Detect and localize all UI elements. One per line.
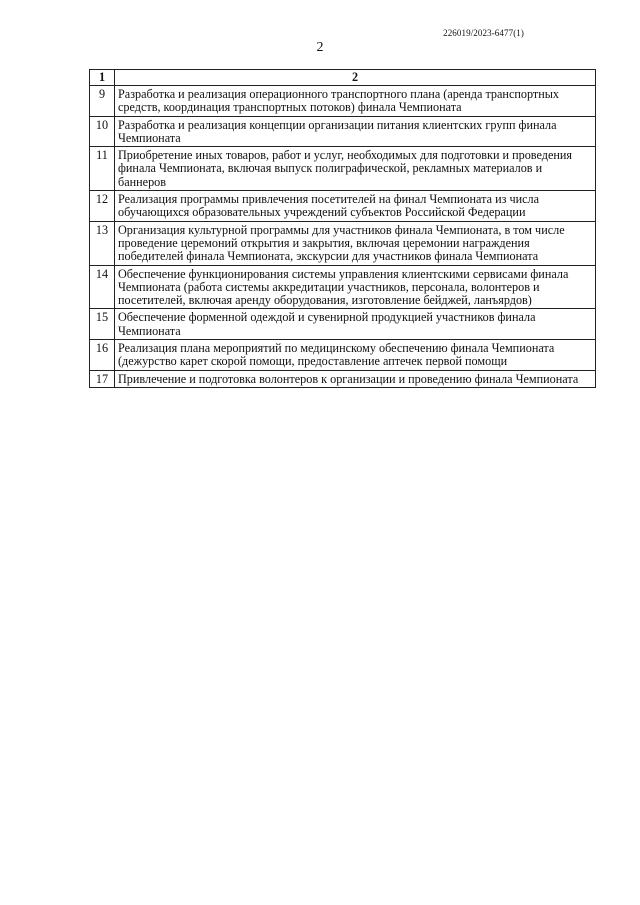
row-number: 16 — [90, 340, 115, 371]
row-description: Организация культурной программы для участников финала Чемпионата, в том числе проведение церемоний открытия и закрытия, включая церемонии награждения победителей финала Чемпионата, экскурсии для участников финала Чемпионата — [115, 221, 596, 265]
table-row — [90, 147, 596, 191]
table-row — [90, 370, 596, 387]
document-id: 226019/2023-6477(1) — [443, 28, 524, 38]
row-description: Разработка и реализация концепции организации питания клиентских групп финала Чемпионата — [115, 116, 596, 147]
items-table — [89, 69, 596, 388]
row-number: 9 — [90, 86, 115, 117]
row-number: 12 — [90, 191, 115, 222]
column-header-description: 2 — [115, 70, 596, 86]
table-row — [90, 221, 596, 265]
row-description: Разработка и реализация операционного транспортного плана (аренда транспортных средств, координация транспортных потоков) финала Чемпионата — [115, 86, 596, 117]
row-number: 11 — [90, 147, 115, 191]
row-number: 17 — [90, 370, 115, 387]
row-number: 14 — [90, 265, 115, 309]
row-description: Обеспечение форменной одеждой и сувенирной продукцией участников финала Чемпионата — [115, 309, 596, 340]
row-description: Привлечение и подготовка волонтеров к организации и проведению финала Чемпионата — [115, 370, 596, 387]
column-header-number: 1 — [90, 70, 115, 86]
table-row — [90, 86, 596, 117]
table-row — [90, 309, 596, 340]
page-number: 2 — [316, 40, 324, 55]
row-description: Приобретение иных товаров, работ и услуг, необходимых для подготовки и проведения финала Чемпионата, включая выпуск полиграфической, рекламных материалов и баннеров — [115, 147, 596, 191]
table-row — [90, 265, 596, 309]
row-description: Реализация плана мероприятий по медицинскому обеспечению финала Чемпионата (дежурство карет скорой помощи, предоставление аптечек первой помощи — [115, 340, 596, 371]
row-description: Обеспечение функционирования системы управления клиентскими сервисами финала Чемпионата (работа системы аккредитации участников, персонала, волонтеров и посетителей, включая аренду оборудования, изготовление бейджей, ланъярдов) — [115, 265, 596, 309]
table-row — [90, 116, 596, 147]
row-number: 15 — [90, 309, 115, 340]
table-row — [90, 340, 596, 371]
row-number: 13 — [90, 221, 115, 265]
table-row — [90, 191, 596, 222]
row-number: 10 — [90, 116, 115, 147]
row-description: Реализация программы привлечения посетителей на финал Чемпионата из числа обучающихся образовательных учреждений субъектов Российской Федерации — [115, 191, 596, 222]
table-header-row — [90, 70, 596, 86]
